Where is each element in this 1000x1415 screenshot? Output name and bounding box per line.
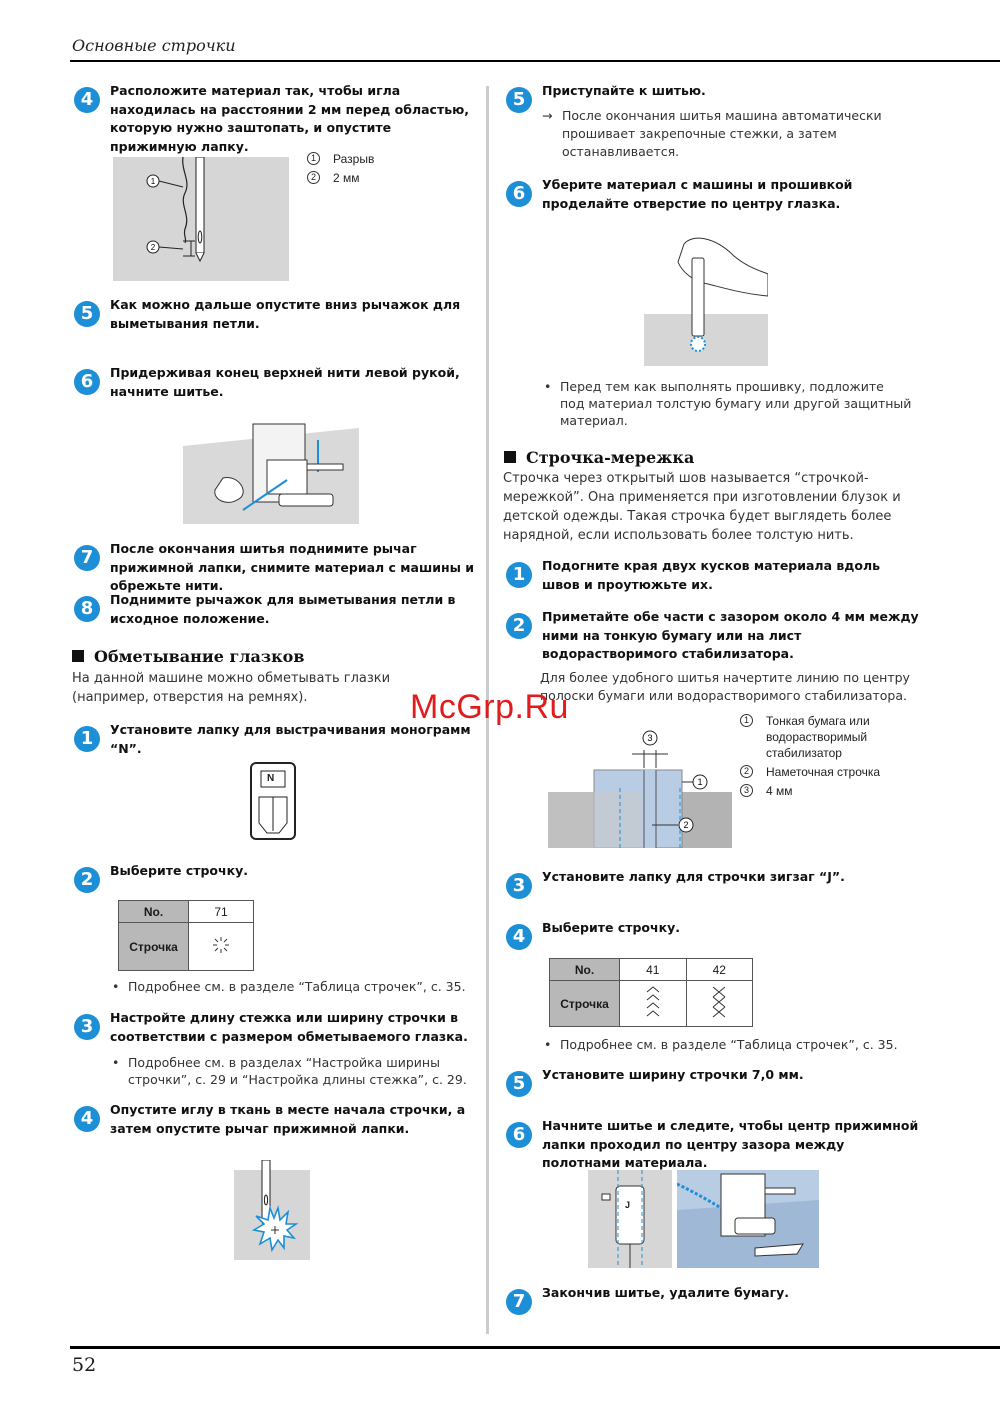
svg-text:1: 1 — [697, 777, 703, 787]
bullet-note: • Подробнее см. в разделах “Настройка ширины строчки”, с. 29 и “Настройка длины стежка”, с. 29. — [110, 1054, 480, 1088]
bullet-note: • Перед тем как выполнять прошивку, подложите под материал толстую бумагу или другой защитный материал. — [542, 378, 912, 429]
step-note: Для более удобного шитья начертите линию по центру полоски бумаги или водорастворимого стабилизатора. — [540, 670, 910, 703]
table-header-stitch: Строчка — [550, 981, 620, 1027]
watermark: McGrp.Ru — [410, 688, 569, 726]
step-badge: 6 — [506, 1122, 532, 1148]
step-text: Выберите строчку. — [110, 863, 248, 878]
svg-text:2: 2 — [683, 820, 689, 830]
section-intro: На данной машине можно обметывать глазки (например, отверстия на ремнях). — [72, 671, 391, 705]
step-badge: 5 — [506, 87, 532, 113]
step-badge: 5 — [506, 1071, 532, 1097]
legend-item: 2 Наметочная строчка — [740, 764, 915, 780]
stitch-icon-cell — [686, 981, 753, 1027]
footer-rule — [70, 1346, 1000, 1349]
table-header-stitch: Строчка — [119, 923, 189, 971]
stitch-table — [549, 958, 753, 1027]
fagoting-figure — [548, 728, 732, 848]
table-header-no: No. — [550, 959, 620, 981]
svg-text:1: 1 — [150, 177, 156, 186]
step-text: Установите лапку для выстрачивания монограмм “N”. — [110, 722, 471, 756]
eyelet-needle-figure — [234, 1160, 310, 1260]
section-heading: Строчка-мережка — [504, 448, 694, 467]
cross-stitch-icon — [709, 984, 729, 1020]
eyelet-stitch-icon — [211, 935, 231, 955]
step-badge: 7 — [74, 545, 100, 571]
stitch-icon-cell — [189, 923, 254, 971]
step-text: Приступайте к шитью. — [542, 83, 706, 98]
stitch-number: 41 — [620, 959, 687, 981]
step-badge: 7 — [506, 1289, 532, 1315]
result-note: → После окончания шитья машина автоматически прошивает закрепочные стежки, а затем останавливается. — [542, 108, 882, 159]
step-badge: 4 — [74, 87, 100, 113]
running-header: Основные строчки — [72, 36, 236, 55]
legend-item: 1 Тонкая бумага или водорастворимый стабилизатор — [740, 713, 915, 761]
step-badge: 4 — [506, 924, 532, 950]
step-text: Установите лапку для строчки зигзаг “J”. — [542, 869, 845, 884]
step-text: Расположите материал так, чтобы игла находилась на расстоянии 2 мм перед областью, которую нужно заштопать, и опустите прижимную лапку. — [110, 83, 470, 154]
table-header-no: No. — [119, 901, 189, 923]
sewing-start-figure — [183, 420, 359, 524]
fagoting-sewing-figure — [677, 1170, 819, 1268]
step-text: Закончив шитье, удалите бумагу. — [542, 1285, 790, 1300]
zigzag-foot-j-figure — [588, 1170, 672, 1268]
step-text: Настройте длину стежка или ширину строчки в соответствии с размером обметываемого глазка. — [110, 1010, 468, 1044]
svg-text:3: 3 — [647, 733, 653, 743]
step-text: Придерживая конец верхней нити левой рукой, начните шитье. — [110, 365, 460, 399]
stitch-number: 71 — [189, 901, 254, 923]
bullet-note: • Подробнее см. в разделе “Таблица строчек”, с. 35. — [110, 978, 480, 995]
step-text: Уберите материал с машины и прошивкой проделайте отверстие по центру глазка. — [542, 177, 853, 211]
step-text: Начните шитье и следите, чтобы центр прижимной лапки проходил по центру зазора между полотнами материала. — [542, 1118, 919, 1170]
figure-legend — [307, 151, 457, 189]
page-number: 52 — [72, 1354, 97, 1376]
legend-item: 1 Разрыв — [307, 151, 457, 167]
svg-text:2: 2 — [150, 243, 156, 252]
step-text: Как можно дальше опустите вниз рычажок для выметывания петли. — [110, 297, 461, 331]
step-text: Опустите иглу в ткань в месте начала строчки, а затем опустите рычаг прижимной лапки. — [110, 1102, 466, 1136]
step-badge: 1 — [74, 726, 100, 752]
darning-position-figure — [113, 157, 289, 281]
bullet-note: • Подробнее см. в разделе “Таблица строчек”, с. 35. — [542, 1036, 922, 1053]
stitch-icon-cell — [620, 981, 687, 1027]
section-heading: Обметывание глазков — [72, 647, 304, 666]
legend-item: 3 4 мм — [740, 783, 915, 799]
foot-letter: N — [267, 773, 275, 784]
stitch-table — [118, 900, 254, 971]
section-intro: Строчка через открытый шов называется “строчкой-мережкой”. Она применяется при изготовлении блузок и детской одежды. Такая строчка будет выглядеть более нарядной, если использовать более толстую нить. — [503, 471, 901, 543]
step-badge: 2 — [74, 867, 100, 893]
step-badge: 4 — [74, 1106, 100, 1132]
eyelet-punch-figure — [644, 236, 768, 366]
step-badge: 2 — [506, 613, 532, 639]
step-badge: 6 — [506, 181, 532, 207]
step-badge: 3 — [506, 873, 532, 899]
step-badge: 1 — [506, 562, 532, 588]
step-text: Приметайте обе части с зазором около 4 мм между ними на тонкую бумагу или на лист водорастворимого стабилизатора. — [542, 609, 919, 661]
figure-legend — [740, 713, 915, 802]
step-badge: 5 — [74, 301, 100, 327]
fagoting-stitch-icon — [643, 984, 663, 1020]
step-text: Установите ширину строчки 7,0 мм. — [542, 1067, 804, 1082]
step-text: Выберите строчку. — [542, 920, 680, 935]
foot-letter: J — [625, 1200, 631, 1210]
legend-item: 2 2 мм — [307, 170, 457, 186]
step-badge: 6 — [74, 369, 100, 395]
step-text: Поднимите рычажок для выметывания петли в исходное положение. — [110, 592, 456, 626]
step-text: Подогните края двух кусков материала вдоль швов и проутюжьте их. — [542, 558, 881, 592]
step-text: После окончания шитья поднимите рычаг прижимной лапки, снимите материал с машины и обрежьте нити. — [110, 541, 475, 593]
step-badge: 8 — [74, 596, 100, 622]
header-rule — [70, 60, 1000, 62]
step-badge: 3 — [74, 1014, 100, 1040]
stitch-number: 42 — [686, 959, 753, 981]
